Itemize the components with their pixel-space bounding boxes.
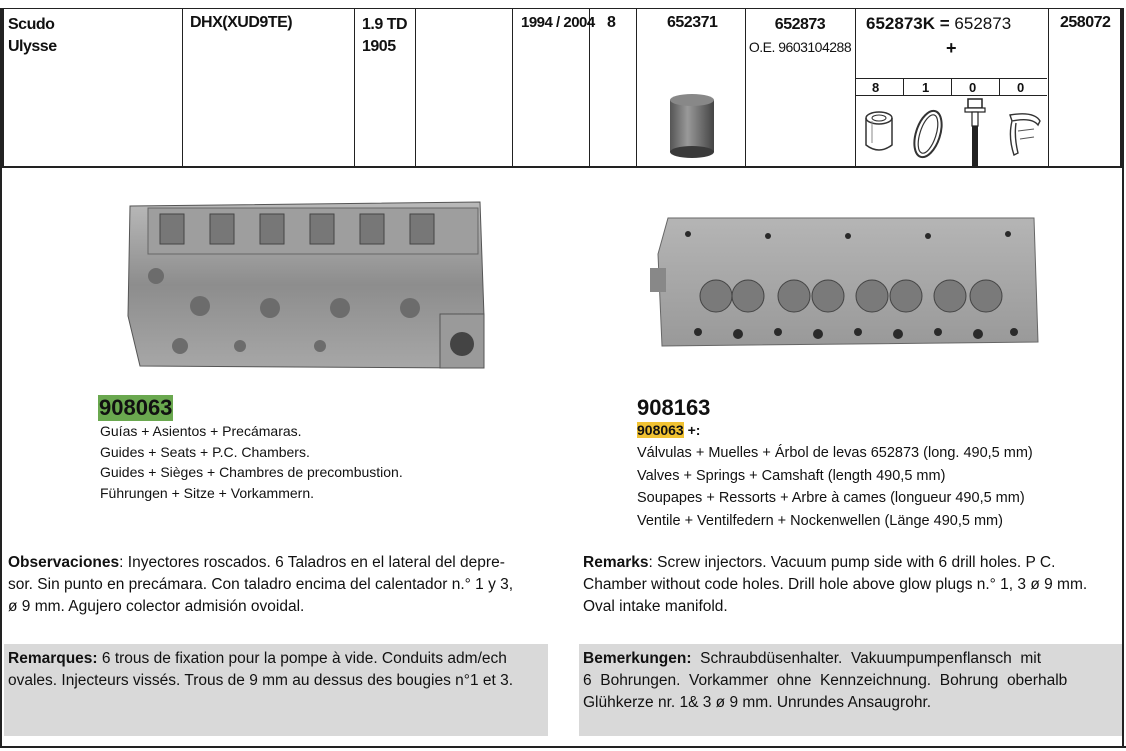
desc-line: Soupapes + Ressorts + Arbre à cames (longueur 490,5 mm) xyxy=(637,490,1025,506)
engine-cell: DHX(XUD9TE) xyxy=(190,14,293,31)
notes-fr-label: Remarques: xyxy=(8,650,98,667)
product-number-left: 908063 xyxy=(99,395,173,420)
valves-cell: 8 xyxy=(607,14,616,31)
frame-right xyxy=(1122,8,1124,748)
notes-en-text2: Chamber without code holes. Drill hole above glow plugs n.° 1, 3 ø 9 mm. xyxy=(583,576,1088,593)
o-ring-icon xyxy=(910,107,946,161)
model-cell xyxy=(8,14,57,58)
model-scudo: Scudo xyxy=(8,16,55,33)
parts-count-box xyxy=(856,79,1047,168)
notes-es xyxy=(8,552,548,618)
frame-left xyxy=(0,8,2,748)
desc-line: Válvulas + Muelles + Árbol de levas 652873 (long. 490,5 mm) xyxy=(637,445,1033,461)
notes-en-text: : Screw injectors. Vacuum pump side with 6 drill holes. P C. xyxy=(648,554,1056,571)
product-desc-right xyxy=(637,442,1033,532)
col-divider xyxy=(354,8,355,168)
gasket-ref: 258072 xyxy=(1060,14,1111,31)
bolt-icon xyxy=(962,97,988,167)
kit-equals: = xyxy=(939,14,950,33)
subbox-div xyxy=(999,79,1000,96)
notes-es-text3: ø 9 mm. Agujero colector admisión ovoidal. xyxy=(8,598,305,615)
count-bearing: 0 xyxy=(1017,80,1025,95)
notes-es-text: : Inyectores roscados. 6 Taladros en el lateral del depre- xyxy=(119,554,505,571)
notes-fr-text2: ovales. Injecteurs vissés. Trous de 9 mm au dessus des bougies n°1 et 3. xyxy=(8,672,514,689)
kit-ref: 652873K xyxy=(866,14,936,33)
cylinder-head-photo-right xyxy=(648,214,1040,354)
oe-ref: O.E. 9603104288 xyxy=(748,39,852,55)
kit-plus: + xyxy=(946,38,957,58)
notes-es-text2: sor. Sin punto en precámara. Con taladro encima del calentador n.° 1 y 3, xyxy=(8,576,514,593)
count-ring: 1 xyxy=(922,80,930,95)
cylinder-head-photo-left xyxy=(120,196,490,372)
bearing-shell-icon xyxy=(1004,107,1044,161)
col-divider xyxy=(415,8,416,168)
camshaft-cell xyxy=(745,14,855,58)
engine-code: 1905 xyxy=(362,38,396,55)
notes-en-text3: Oval intake manifold. xyxy=(583,598,728,615)
product-number-right: 908163 xyxy=(637,395,711,420)
frame-bottom xyxy=(0,746,1126,748)
col-divider xyxy=(589,8,590,168)
desc-line: Guides + Seats + P.C. Chambers. xyxy=(100,443,310,460)
desc-line: Guías + Asientos + Precámaras. xyxy=(100,423,302,439)
kit-val: 652873 xyxy=(954,14,1012,33)
desc-line: Ventile + Ventilfedern + Nockenwellen (Länge 490,5 mm) xyxy=(637,512,1003,529)
notes-en-label: Remarks xyxy=(583,554,649,571)
model-ulysse: Ulysse xyxy=(8,38,57,55)
desc-line: Führungen + Sitze + Vorkammern. xyxy=(100,484,314,501)
valve-seal-icon xyxy=(862,109,896,155)
kit-cell xyxy=(866,14,1011,34)
notes-de-text2: 6 Bohrungen. Vorkammer ohne Kennzeichnung. Bohrung oberhalb xyxy=(583,672,1068,689)
camshaft-ref: 652873 xyxy=(774,16,826,33)
notes-es-label: Observaciones xyxy=(8,554,120,571)
base-ref: 908063 xyxy=(637,422,684,438)
notes-en xyxy=(583,552,1118,618)
tappet-ref: 652371 xyxy=(667,14,718,31)
desc-line: Valves + Springs + Camshaft (length 490,5 mm) xyxy=(637,467,946,484)
count-bolt: 0 xyxy=(969,80,977,95)
count-bush: 8 xyxy=(872,80,880,95)
desc-line: Guides + Sièges + Chambres de precombustion. xyxy=(100,464,403,480)
notes-de xyxy=(583,648,1067,714)
col-divider xyxy=(1048,8,1049,168)
subbox-div xyxy=(903,79,904,96)
notes-fr-text: 6 trous de fixation pour la pompe à vide. Conduits adm/ech xyxy=(97,650,507,667)
product-desc-left xyxy=(100,421,403,503)
base-ref-line xyxy=(637,422,700,438)
subbox-div xyxy=(951,79,952,96)
tappet-photo xyxy=(668,92,716,160)
col-divider xyxy=(182,8,183,168)
displacement-cell xyxy=(362,14,407,58)
col-divider xyxy=(636,8,637,168)
notes-de-text: Schraubdüsenhalter. Vakuumpumpenflansch mit xyxy=(691,650,1042,667)
notes-de-label: Bemerkungen: xyxy=(583,650,692,667)
notes-de-text3: Glühkerze nr. 1& 3 ø 9 mm. Unrundes Ansaugrohr. xyxy=(583,694,932,711)
displacement: 1.9 TD xyxy=(362,16,408,33)
years-cell: 1994 / 2004 xyxy=(521,14,595,31)
base-suffix: +: xyxy=(683,422,701,438)
col-divider xyxy=(512,8,513,168)
notes-fr xyxy=(8,648,513,692)
